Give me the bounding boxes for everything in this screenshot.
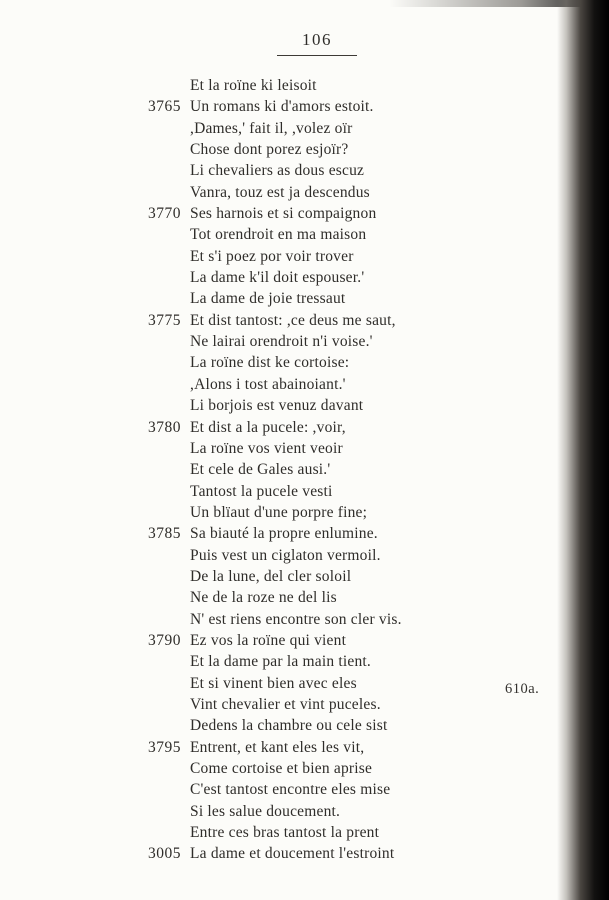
- line-number: [148, 246, 190, 267]
- verse-text: Chose dont porez esjoïr?: [190, 141, 349, 159]
- verse-text: La roïne vos vient veoir: [190, 439, 343, 457]
- verse-line: [148, 822, 402, 843]
- verse-text: Et la roïne ki leisoit: [190, 77, 317, 94]
- verse-text: N' est riens encontre son cler vis.: [190, 610, 402, 628]
- verse-text: Et cele de Gales ausi.': [190, 461, 331, 479]
- verse-text: Et dist tantost: ,ce deus me saut,: [190, 311, 396, 329]
- verse-line: [148, 288, 402, 309]
- verse-text: Li chevaliers as dous escuz: [190, 162, 365, 180]
- line-number: [148, 801, 190, 822]
- verse-text: ,Alons i tost abainoiant.': [190, 375, 346, 393]
- verse-line: [148, 715, 402, 736]
- line-number: [148, 75, 190, 96]
- scan-gutter-shadow: [557, 0, 609, 900]
- poem-body: [148, 75, 402, 865]
- verse-text: Vanra, touz est ja descendus: [190, 183, 370, 201]
- line-number: [148, 374, 190, 395]
- verse-line: [148, 587, 402, 608]
- verse-line: [148, 310, 402, 331]
- verse-text: Entre ces bras tantost la prent: [190, 824, 380, 842]
- verse-text: Tot orendroit en ma maison: [190, 226, 367, 244]
- verse-line: [148, 523, 402, 544]
- verse-line: [148, 779, 402, 800]
- line-number: [148, 182, 190, 203]
- verse-line: [148, 395, 402, 416]
- verse-text: Un romans ki d'amors estoit.: [190, 98, 374, 116]
- verse-line: [148, 801, 402, 822]
- line-number: [148, 566, 190, 587]
- line-number: [148, 545, 190, 566]
- verse-line: [148, 630, 402, 651]
- line-number: [148, 779, 190, 800]
- verse-text: Tantost la pucele vesti: [190, 482, 333, 500]
- verse-text: Ez vos la roïne qui vient: [190, 631, 347, 649]
- line-number: [148, 673, 190, 694]
- verse-text: ,Dames,' fait il, ,volez oïr: [190, 119, 353, 137]
- verse-text: Puis vest un ciglaton vermoil.: [190, 546, 381, 564]
- verse-line: [148, 246, 402, 267]
- verse-text: C'est tantost encontre eles mise: [190, 781, 391, 799]
- line-number: [148, 118, 190, 139]
- line-number: [148, 288, 190, 309]
- verse-line: [148, 566, 402, 587]
- line-number: [148, 139, 190, 160]
- line-number: [148, 481, 190, 502]
- verse-text: La dame k'il doit espouser.': [190, 269, 365, 287]
- verse-text: Li borjois est venuz davant: [190, 397, 364, 415]
- verse-line: [148, 609, 402, 630]
- line-number: 3770: [148, 205, 181, 223]
- verse-line: [148, 481, 402, 502]
- line-number: [148, 715, 190, 736]
- line-number: [148, 395, 190, 416]
- line-number: 3785: [148, 525, 181, 543]
- line-number: 3005: [148, 845, 181, 863]
- verse-line: [148, 331, 402, 352]
- verse-text: Come cortoise et bien aprise: [190, 760, 373, 777]
- line-number: [148, 694, 190, 715]
- line-number: 3775: [148, 311, 181, 329]
- verse-text: Vint chevalier et vint puceles.: [190, 695, 381, 713]
- line-number: [148, 758, 190, 779]
- verse-line: [148, 694, 402, 715]
- verse-text: Et si vinent bien avec eles: [190, 674, 357, 692]
- line-number: [148, 822, 190, 843]
- verse-line: [148, 545, 402, 566]
- verse-line: [148, 651, 402, 672]
- line-number: [148, 587, 190, 608]
- line-number: [148, 609, 190, 630]
- margin-note: 610a.: [505, 681, 540, 697]
- line-number: [148, 651, 190, 672]
- verse-line: [148, 139, 402, 160]
- line-number: 3780: [148, 418, 181, 436]
- verse-line: [148, 75, 402, 96]
- verse-text: Et la dame par la main tient.: [190, 653, 371, 671]
- verse-line: [148, 843, 402, 864]
- line-number: [148, 352, 190, 373]
- verse-line: [148, 502, 402, 523]
- verse-text: Un blïaut d'une porpre fine;: [190, 503, 368, 521]
- line-number: [148, 502, 190, 523]
- line-number: [148, 438, 190, 459]
- verse-text: Ne de la roze ne del lis: [190, 589, 337, 607]
- line-number: [148, 224, 190, 245]
- verse-text: De la lune, del cler soloil: [190, 567, 352, 585]
- verse-text: Sa biauté la propre enlumine.: [190, 525, 378, 543]
- verse-text: Ne lairai orendroit n'i voise.': [190, 333, 373, 351]
- verse-line: [148, 438, 402, 459]
- line-number: 3795: [148, 738, 181, 756]
- verse-text: La dame et doucement l'estroint: [190, 845, 395, 863]
- verse-text: La roïne dist ke cortoise:: [190, 354, 350, 372]
- verse-text: Dedens la chambre ou cele sist: [190, 717, 388, 735]
- verse-line: [148, 118, 402, 139]
- verse-text: Et dist a la pucele: ,voir,: [190, 418, 346, 436]
- verse-text: Si les salue doucement.: [190, 802, 341, 820]
- line-number: 3765: [148, 98, 181, 116]
- verse-line: [148, 673, 402, 694]
- verse-text: Et s'i poez por voir trover: [190, 247, 354, 265]
- verse-line: [148, 203, 402, 224]
- verse-line: [148, 224, 402, 245]
- verse-text: Ses harnois et si compaignon: [190, 205, 377, 223]
- verse-text: La dame de joie tressaut: [190, 290, 346, 308]
- page-number: 106: [277, 30, 357, 56]
- verse-line: [148, 374, 402, 395]
- verse-line: [148, 96, 402, 117]
- verse-line: [148, 459, 402, 480]
- verse-line: [148, 737, 402, 758]
- line-number: [148, 267, 190, 288]
- verse-line: [148, 160, 402, 181]
- line-number: [148, 160, 190, 181]
- verse-line: [148, 267, 402, 288]
- verse-line: [148, 758, 402, 779]
- line-number: 3790: [148, 631, 181, 649]
- line-number: [148, 459, 190, 480]
- verse-line: [148, 417, 402, 438]
- line-number: [148, 331, 190, 352]
- verse-line: [148, 352, 402, 373]
- verse-line: [148, 182, 402, 203]
- verse-text: Entrent, et kant eles les vit,: [190, 738, 365, 756]
